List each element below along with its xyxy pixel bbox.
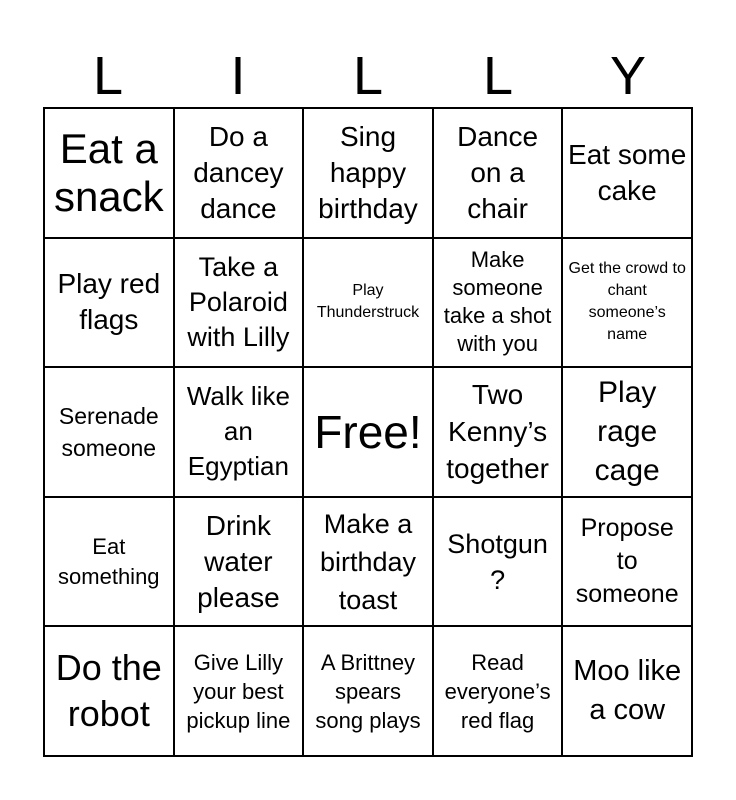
cell-text: Shotgun ? — [447, 528, 548, 595]
bingo-cell[interactable] — [44, 367, 174, 497]
bingo-cell[interactable] — [433, 108, 563, 238]
cell-text: Serenade someone — [58, 402, 159, 461]
cell-text: Do the robot — [55, 647, 162, 735]
bingo-cell[interactable] — [433, 238, 563, 368]
cell-text: Take a Polaroid with Lilly — [187, 251, 290, 352]
bingo-cell[interactable] — [44, 626, 174, 756]
cell-text: Two Kenny’s together — [446, 379, 549, 485]
bingo-header — [43, 44, 693, 108]
cell-text: Play red flags — [57, 268, 161, 336]
cell-text: A Brittney spears song plays — [315, 649, 421, 733]
cell-text: Moo like a cow — [573, 655, 682, 727]
cell-text: Sing happy birthday — [318, 120, 418, 224]
bingo-cell[interactable] — [433, 626, 563, 756]
bingo-cell[interactable] — [174, 238, 304, 368]
bingo-cell[interactable] — [433, 497, 563, 627]
bingo-cell[interactable] — [174, 367, 304, 497]
bingo-cell[interactable] — [174, 626, 304, 756]
cell-text: Make someone take a shot with you — [443, 247, 552, 357]
bingo-cell[interactable] — [562, 238, 692, 368]
cell-text: Make a birthday toast — [319, 508, 417, 615]
free-space-text: Free! — [314, 405, 422, 458]
bingo-cell[interactable] — [562, 626, 692, 756]
bingo-board — [43, 107, 693, 757]
cell-text: Walk like an Egyptian — [186, 381, 290, 482]
bingo-cell[interactable] — [174, 497, 304, 627]
bingo-cell[interactable] — [433, 367, 563, 497]
bingo-cell[interactable] — [303, 238, 433, 368]
cell-text: Read everyone’s red flag — [444, 649, 551, 733]
bingo-cell[interactable] — [562, 367, 692, 497]
cell-text: Eat a snack — [53, 124, 164, 220]
cell-text: Give Lilly your best pickup line — [186, 649, 291, 733]
header-letter: I — [230, 46, 246, 106]
header-letter: L — [482, 46, 514, 106]
header-letter: Y — [609, 46, 647, 106]
bingo-cell[interactable] — [562, 108, 692, 238]
bingo-cell[interactable] — [44, 108, 174, 238]
cell-text: Play rage cage — [594, 376, 660, 488]
bingo-cell[interactable] — [303, 626, 433, 756]
header-letter: L — [352, 46, 384, 106]
cell-text: Do a dancey dance — [193, 120, 284, 224]
cell-text: Propose to someone — [575, 514, 679, 609]
cell-text: Eat some cake — [568, 138, 687, 206]
bingo-cell[interactable] — [44, 497, 174, 627]
bingo-cell-free[interactable] — [303, 367, 433, 497]
header-letter: L — [92, 46, 124, 106]
cell-text: Get the crowd to chant someone’s name — [568, 260, 686, 344]
cell-text: Dance on a chair — [457, 120, 539, 224]
bingo-cell[interactable] — [562, 497, 692, 627]
bingo-cell[interactable] — [174, 108, 304, 238]
bingo-cell[interactable] — [44, 238, 174, 368]
bingo-cell[interactable] — [303, 497, 433, 627]
cell-text: Eat something — [58, 533, 160, 589]
cell-text: Drink water please — [197, 509, 280, 613]
cell-text: Play Thunderstruck — [316, 282, 420, 322]
bingo-cell[interactable] — [303, 108, 433, 238]
